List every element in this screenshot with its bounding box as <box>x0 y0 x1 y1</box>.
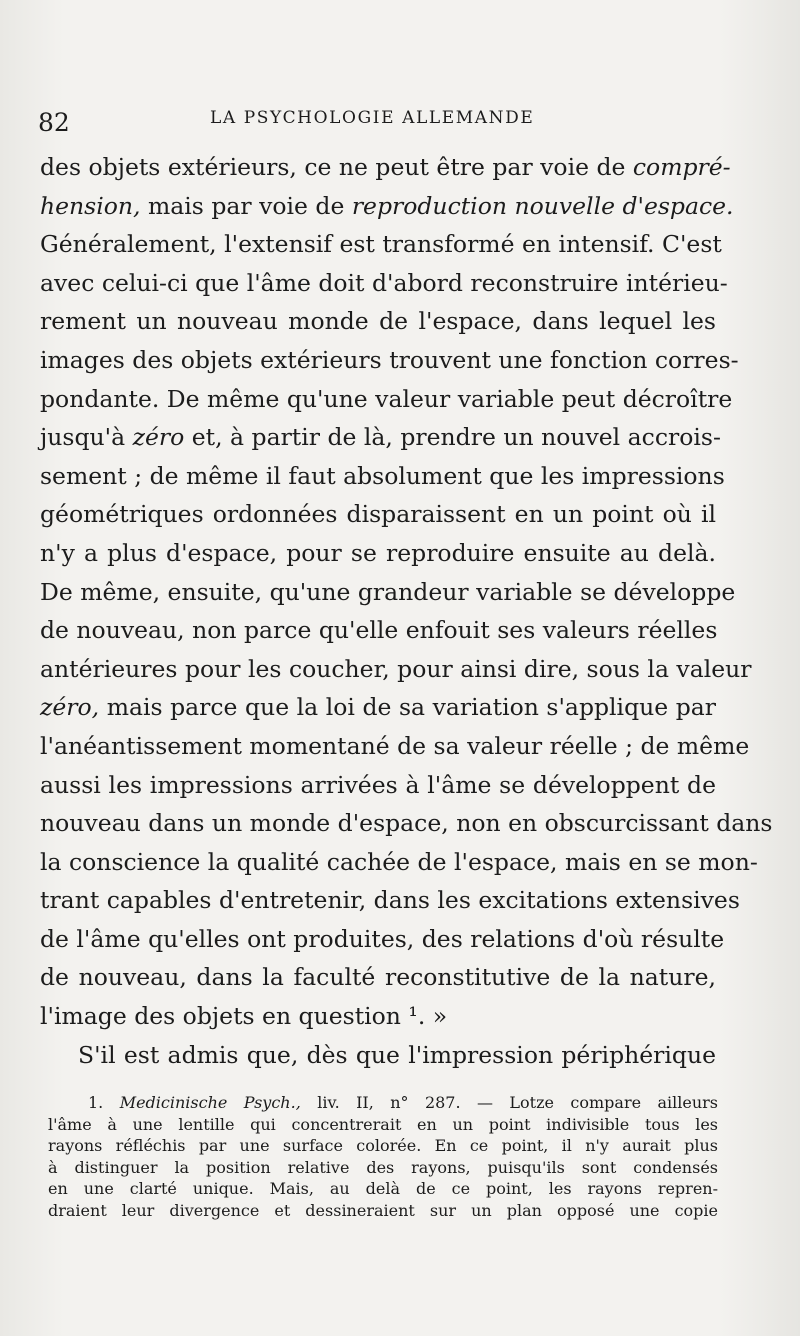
body-text <box>40 148 773 1074</box>
text-line: l'image des objets en question ¹. » <box>40 1002 448 1031</box>
text-line: images des objets extérieurs trouvent une fonction corres- <box>40 345 739 374</box>
text-line: n'y a plus d'espace, pour se reproduire ensuite au delà. <box>40 538 716 567</box>
text-line: Généralement, l'extensif est transformé en intensif. C'est <box>40 230 722 259</box>
text-line: de nouveau, dans la faculté reconstitutive de la nature, <box>40 963 716 992</box>
text-line: géométriques ordonnées disparaissent en un point où il <box>40 500 716 529</box>
text-line: antérieures pour les coucher, pour ainsi dire, sous la valeur <box>40 654 752 683</box>
footnote-line: 1. Medicinische Psych., liv. II, n° 287. — Lotze compare ailleurs <box>88 1093 719 1112</box>
text-line: De même, ensuite, qu'une grandeur variable se développe <box>40 577 736 606</box>
footnote-source: Medicinische Psych., <box>119 1093 301 1112</box>
text-line: trant capables d'entretenir, dans les excitations extensives <box>40 886 740 915</box>
running-title: LA PSYCHOLOGIE ALLEMANDE <box>210 108 535 128</box>
text-line: hension, mais par voie de reproduction nouvelle d'espace. <box>40 191 734 220</box>
text-line: des objets extérieurs, ce ne peut être par voie de compré- <box>40 153 731 181</box>
text-line: nouveau dans un monde d'espace, non en obscurcissant dans <box>40 809 773 838</box>
footnote-line: en une clarté unique. Mais, au delà de ce point, les rayons repren- <box>48 1179 718 1198</box>
text-line: de nouveau, non parce qu'elle enfouit ses valeurs réelles <box>40 616 718 645</box>
footnote-marker: 1. <box>88 1093 104 1112</box>
text-line: de l'âme qu'elles ont produites, des relations d'où résulte <box>40 924 725 953</box>
text-line: l'anéantissement momentané de sa valeur réelle ; de même <box>40 731 750 760</box>
footnote <box>48 1092 719 1221</box>
page-header <box>38 104 728 144</box>
footnote-line: l'âme à une lentille qui concentrerait en un point indivisible tous les <box>48 1114 718 1134</box>
text-line: pondante. De même qu'une valeur variable peut décroître <box>40 384 733 413</box>
page-number: 82 <box>38 108 70 137</box>
text-line: la conscience la qualité cachée de l'espace, mais en se mon- <box>40 847 758 876</box>
text-line: jusqu'à zéro et, à partir de là, prendre un nouvel accrois- <box>40 423 721 452</box>
footnote-line: rayons réfléchis par une surface colorée. En ce point, il n'y aurait plus <box>48 1136 718 1155</box>
footnote-line: draient leur divergence et dessineraient sur un plan opposé une copie <box>48 1200 718 1220</box>
footnote-line: à distinguer la position relative des rayons, puisqu'ils sont condensés <box>48 1157 718 1177</box>
text-line: aussi les impressions arrivées à l'âme se développent de <box>40 770 716 799</box>
text-line: avec celui-ci que l'âme doit d'abord reconstruire intérieu- <box>40 268 728 297</box>
text-line: S'il est admis que, dès que l'impression périphérique <box>78 1040 716 1069</box>
text-line: rement un nouveau monde de l'espace, dans lequel les <box>40 307 716 336</box>
text-line: sement ; de même il faut absolument que les impressions <box>40 461 725 490</box>
text-line: zéro, mais parce que la loi de sa variation s'applique par <box>40 693 716 722</box>
